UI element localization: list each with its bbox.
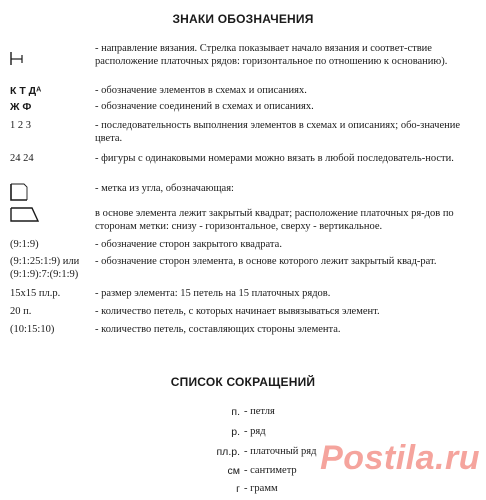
legend-description: - обозначение сторон элемента, в основе которого лежит закрытый квад-рат. [95,256,437,267]
legend-symbol: (9:1:25:1:9) или (9:1:9):7:(9:1:9) [10,256,80,280]
legend-description: - количество петель, с которых начинает вывязываться элемент. [95,306,380,317]
legend-description: - обозначение соединений в схемах и описаниях. [95,101,314,112]
abbreviation-key: г [236,483,240,495]
legend-symbol: Ж Ф [10,101,32,113]
legend-symbol: 24 24 [10,153,34,164]
legend-symbol: 1 2 3 [10,120,31,131]
legend-description: - обозначение сторон закрытого квадрата. [95,239,282,250]
legend-symbol: (10:15:10) [10,324,55,335]
abbreviation-key: п. [231,406,240,418]
parallelogram-icon [10,207,40,223]
legend-description: - последовательность выполнения элементов в схемах и описаниях; обо-значение цвета. [95,120,461,144]
abbreviations-title: СПИСОК СОКРАЩЕНИЙ [170,375,316,389]
page-title: ЗНАКИ ОБОЗНАЧЕНИЯ [172,12,314,26]
legend-symbol: 20 п. [10,306,32,317]
legend-symbol: К Т Дᴬ [10,85,42,97]
legend-symbol: 15x15 пл.р. [10,288,61,299]
abbreviation-value: - сантиметр [244,465,297,476]
legend-description: - фигуры с одинаковыми номерами можно вязать в любой последователь-ности. [95,153,454,164]
legend-description: - размер элемента: 15 петель на 15 платочных рядов. [95,288,331,299]
abbreviation-key: пл.р. [216,446,240,458]
abbreviation-value: - ряд [244,426,266,437]
legend-description: - метка из угла, обозначающая: [95,183,234,194]
abbreviation-key: см [227,465,240,477]
corner-mark-icon [10,183,28,201]
legend-description: - обозначение элементов в схемах и описаниях. [95,85,307,96]
legend-description: в основе элемента лежит закрытый квадрат; расположение платочных ря-дов по сторонам метки: снизу - горизонтальное, сверху - вертикальное. [95,208,454,232]
abbreviation-value: - платочный ряд [244,446,317,457]
legend-description: - направление вязания. Стрелка показывает начало вязания и соответ-ствие расположение платочных рядов: горизонтальное по отношению к основанию). [95,43,448,67]
legend-description: - количество петель, составляющих стороны элемента. [95,324,341,335]
direction-marker-icon [10,52,24,66]
abbreviation-key: р. [231,426,240,438]
legend-symbol: (9:1:9) [10,239,39,250]
abbreviation-value: - петля [244,406,275,417]
abbreviation-value: - грамм [244,483,278,494]
watermark: Postila.ru [320,439,480,477]
